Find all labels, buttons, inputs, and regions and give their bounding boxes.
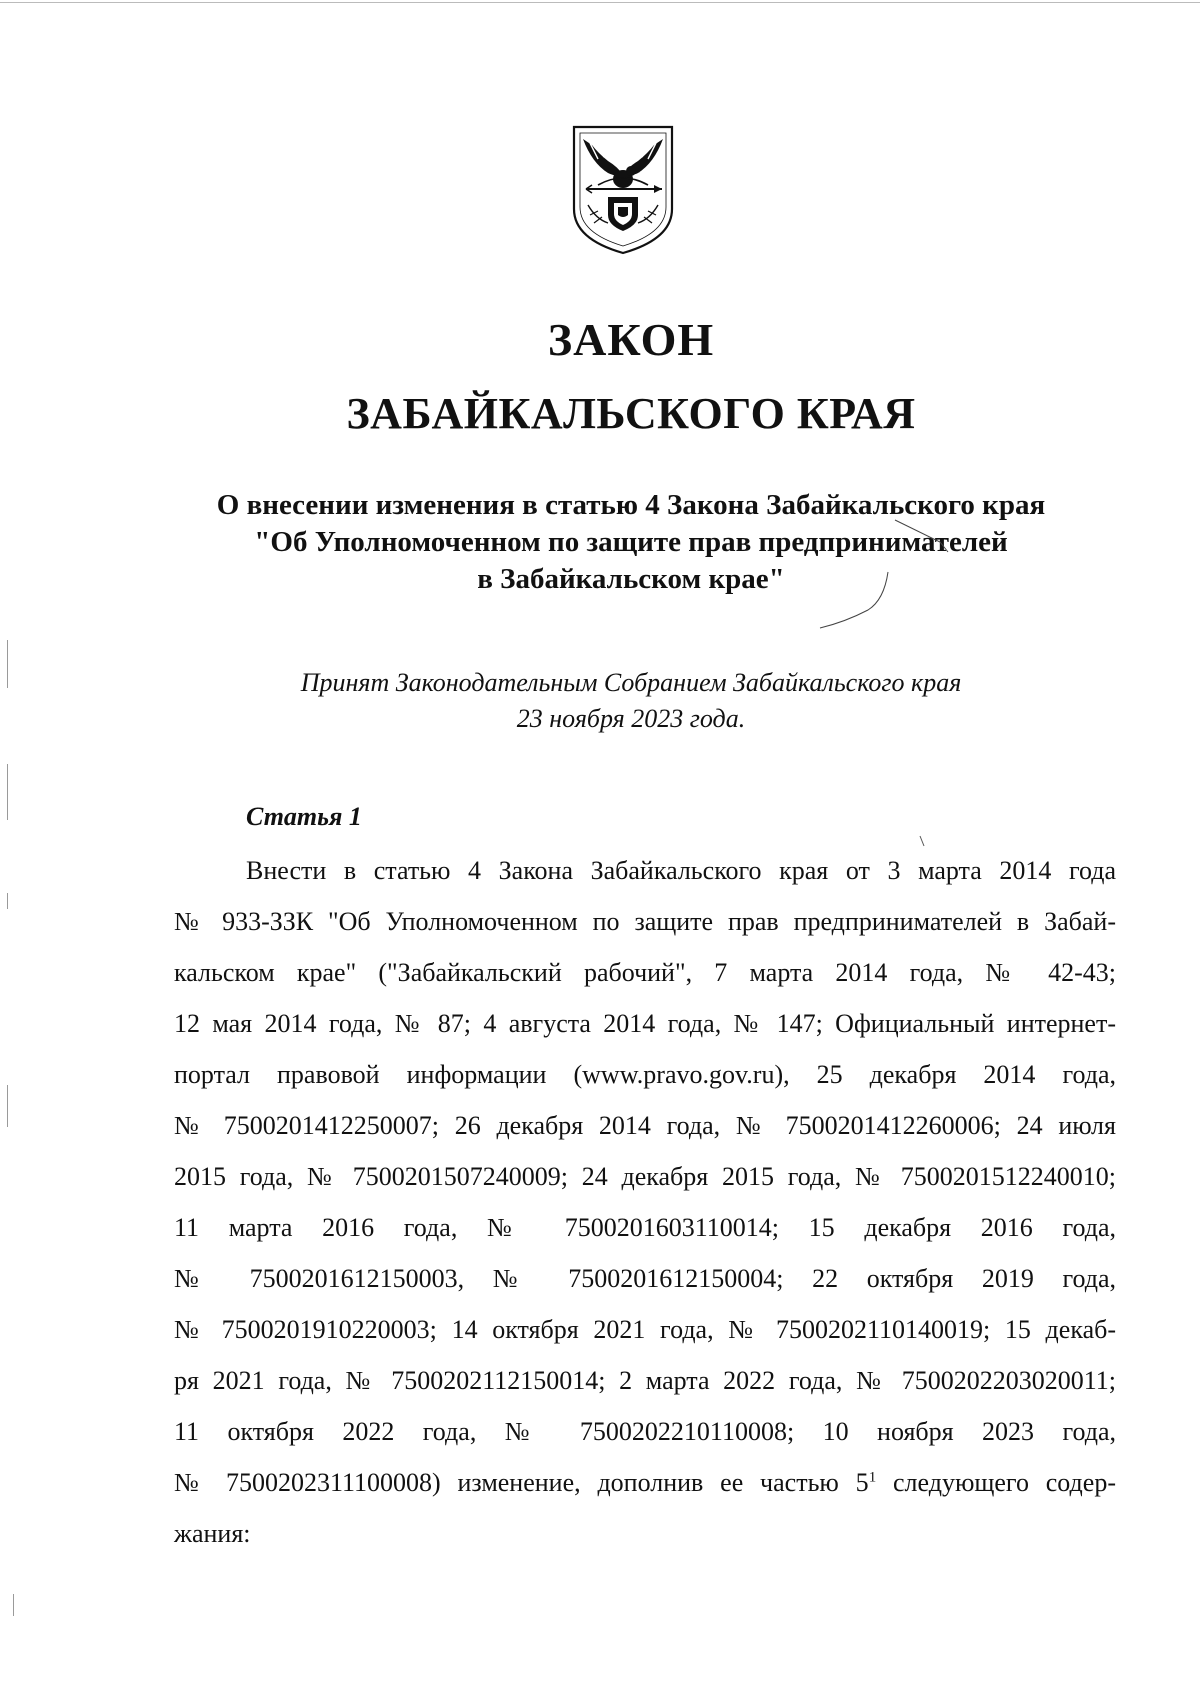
scan-mark bbox=[13, 1594, 14, 1616]
body-line-text: следующего содер- bbox=[876, 1468, 1116, 1497]
body-line: № 7500201612150003, № 7500201612150004; 22 октября 2019 года, bbox=[174, 1264, 1116, 1293]
part-number-superscript: 1 bbox=[868, 1469, 877, 1486]
body-line: жания: bbox=[174, 1519, 251, 1548]
adoption-date: 23 ноября 2023 года. bbox=[516, 704, 746, 733]
subject-line: в Забайкальском крае" bbox=[477, 563, 785, 595]
body-line: 12 мая 2014 года, № 87; 4 августа 2014 года, № 147; Официальный интернет- bbox=[174, 1009, 1116, 1038]
adoption-line: Принят Законодательным Собранием Забайкальского края bbox=[300, 668, 962, 697]
adoption-note bbox=[0, 665, 1200, 737]
region-title: ЗАБАЙКАЛЬСКОГО КРАЯ bbox=[346, 389, 916, 438]
scan-mark bbox=[7, 764, 8, 820]
body-line: 11 марта 2016 года, № 7500201603110014; 15 декабря 2016 года, bbox=[174, 1213, 1116, 1242]
body-line: портал правовой информации (www.pravo.gov.ru), 25 декабря 2014 года, bbox=[174, 1060, 1116, 1089]
body-line: ря 2021 года, № 7500202112150014; 2 марта 2022 года, № 7500202203020011; bbox=[174, 1366, 1116, 1395]
subject-line: "Об Уполномоченном по защите прав предпринимателей bbox=[254, 526, 1008, 558]
scan-mark bbox=[7, 893, 8, 909]
body-line: кальском крае" ("Забайкальский рабочий", 7 марта 2014 года, № 42-43; bbox=[174, 958, 1116, 987]
subject-line: О внесении изменения в статью 4 Закона Забайкальского края bbox=[216, 489, 1046, 521]
body-line: Внести в статью 4 Закона Забайкальского края от 3 марта 2014 года bbox=[246, 856, 1116, 885]
law-subject bbox=[0, 487, 1200, 598]
body-line: 2015 года, № 7500201507240009; 24 декабря 2015 года, № 7500201512240010; bbox=[174, 1162, 1116, 1191]
scan-top-edge bbox=[0, 2, 1200, 3]
article-heading: Статья 1 bbox=[246, 802, 362, 831]
article-body bbox=[174, 845, 1116, 1559]
law-title: ЗАКОН bbox=[547, 314, 715, 365]
body-line bbox=[174, 1457, 1116, 1508]
body-line: № 7500201910220003; 14 октября 2021 года, № 7500202110140019; 15 декаб- bbox=[174, 1315, 1116, 1344]
body-line: № 7500201412250007; 26 декабря 2014 года, № 7500201412260006; 24 июля bbox=[174, 1111, 1116, 1140]
body-line: № 933-ЗЗК "Об Уполномоченном по защите прав предпринимателей в Забай- bbox=[174, 907, 1116, 936]
coat-of-arms-emblem bbox=[568, 123, 678, 255]
body-line: 11 октября 2022 года, № 7500202210110008; 10 ноября 2023 года, bbox=[174, 1417, 1116, 1446]
body-line-text: № 7500202311100008) изменение, дополнив ее частью 5 bbox=[174, 1468, 869, 1497]
scan-mark bbox=[7, 1085, 8, 1127]
